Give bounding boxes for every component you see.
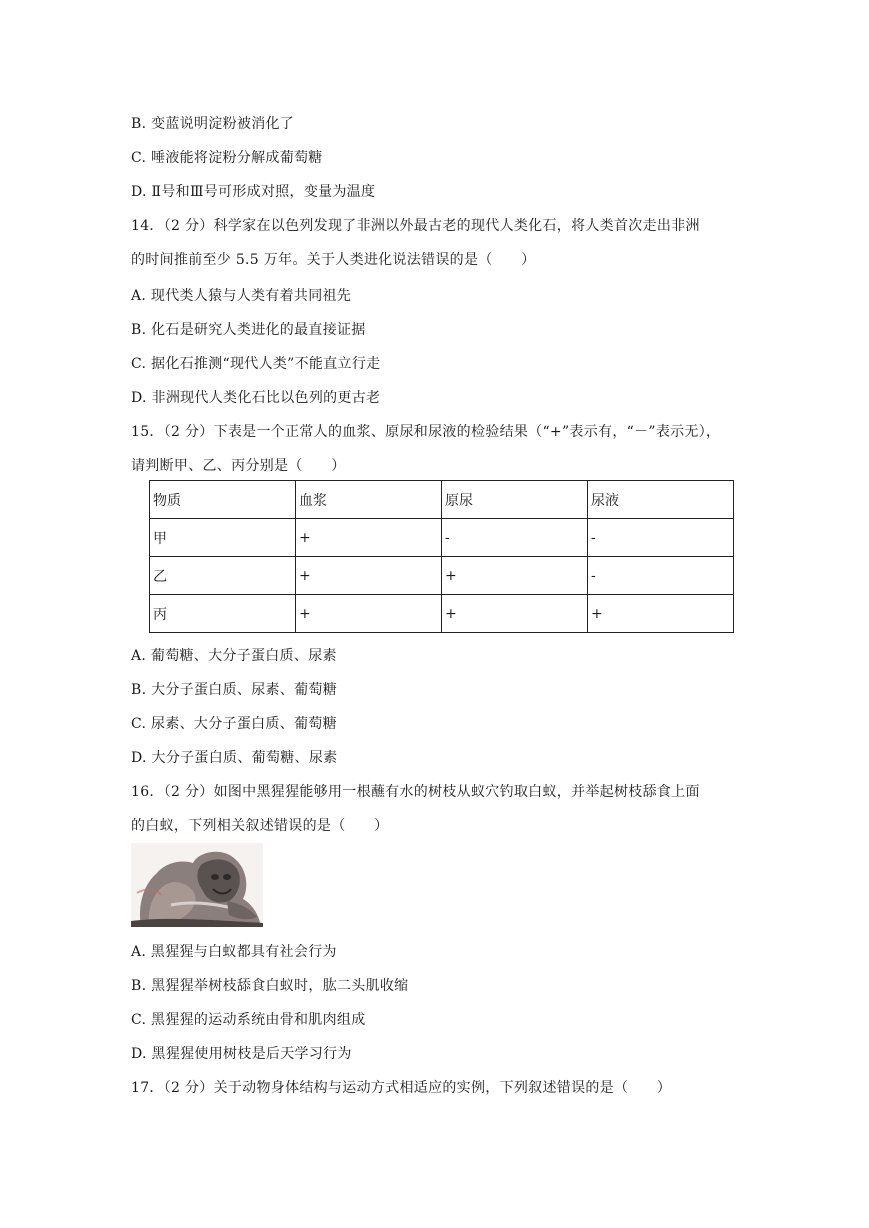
q13-option-d: D. Ⅱ号和Ⅲ号可形成对照，变量为温度 — [131, 184, 376, 200]
chimpanzee-photo — [131, 843, 263, 927]
q17-stem-line-1: 17．（2 分）关于动物身体结构与运动方式相适应的实例，下列叙述错误的是（ ） — [131, 1080, 672, 1096]
q16-stem-line-1: 16．（2 分）如图中黑猩猩能够用一根蘸有水的树枝从蚁穴钓取白蚁，并举起树枝舔食上面 — [131, 784, 700, 800]
q14-option-d: D. 非洲现代人类化石比以色列的更古老 — [131, 390, 381, 406]
q14-stem-line-2: 的时间推前至少 5.5 万年。关于人类进化说法错误的是（ ） — [131, 252, 536, 268]
q16-stem-line-2: 的白蚁，下列相关叙述错误的是（ ） — [131, 818, 389, 834]
q16-option-d: D. 黑猩猩使用树枝是后天学习行为 — [131, 1046, 352, 1062]
q15-option-c: C. 尿素、大分子蛋白质、葡萄糖 — [131, 716, 337, 732]
table-header-cell: 血浆 — [296, 481, 442, 519]
table-header-cell: 原尿 — [442, 481, 588, 519]
table-row — [150, 595, 734, 633]
q15-option-b: B. 大分子蛋白质、尿素、葡萄糖 — [131, 682, 337, 698]
table-cell: 乙 — [150, 557, 296, 595]
q16-option-b: B. 黑猩猩举树枝舔食白蚁时，肱二头肌收缩 — [131, 978, 409, 994]
q13-option-b: B. 变蓝说明淀粉被消化了 — [131, 116, 295, 132]
table-cell: + — [442, 557, 588, 595]
table-cell: - — [442, 519, 588, 557]
table-cell: 甲 — [150, 519, 296, 557]
q14-option-b: B. 化石是研究人类进化的最直接证据 — [131, 322, 366, 338]
table-cell: 丙 — [150, 595, 296, 633]
q15-stem-line-1: 15．（2 分）下表是一个正常人的血浆、原尿和尿液的检验结果（“+”表示有，“－”表示无）， — [131, 424, 721, 440]
table-header-cell: 物质 — [150, 481, 296, 519]
q13-option-c: C. 唾液能将淀粉分解成葡萄糖 — [131, 150, 323, 166]
table-cell: - — [588, 557, 734, 595]
q14-option-a: A. 现代类人猿与人类有着共同祖先 — [131, 288, 352, 304]
table-row — [150, 519, 734, 557]
table-row — [150, 557, 734, 595]
q14-option-c: C. 据化石推测“现代人类”不能直立行走 — [131, 356, 381, 372]
q15-option-d: D. 大分子蛋白质、葡萄糖、尿素 — [131, 750, 338, 766]
q16-option-a: A. 黑猩猩与白蚁都具有社会行为 — [131, 944, 337, 960]
q16-option-c: C. 黑猩猩的运动系统由骨和肌肉组成 — [131, 1012, 366, 1028]
table-header-row — [150, 481, 734, 519]
table-cell: + — [296, 557, 442, 595]
table-cell: + — [442, 595, 588, 633]
urine-test-table — [149, 480, 734, 633]
table-cell: - — [588, 519, 734, 557]
table-cell: + — [296, 595, 442, 633]
q14-stem-line-1: 14．（2 分）科学家在以色列发现了非洲以外最古老的现代人类化石，将人类首次走出非洲 — [131, 218, 700, 234]
q15-stem-line-2: 请判断甲、乙、丙分别是（ ） — [131, 458, 346, 474]
table-header-cell: 尿液 — [588, 481, 734, 519]
q15-option-a: A. 葡萄糖、大分子蛋白质、尿素 — [131, 648, 337, 664]
table-cell: + — [296, 519, 442, 557]
table-cell: + — [588, 595, 734, 633]
